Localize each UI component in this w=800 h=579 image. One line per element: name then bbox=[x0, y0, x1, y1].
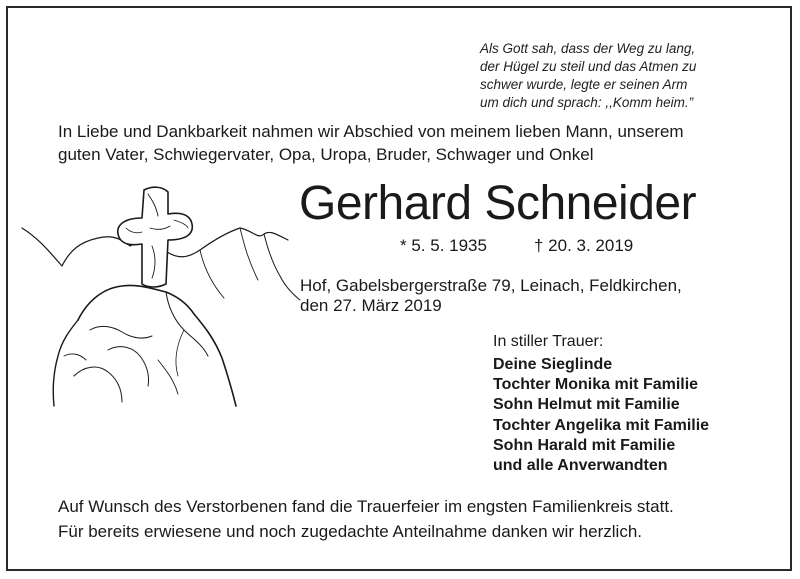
cross-on-mountain-illustration bbox=[18, 180, 308, 410]
mourner-name: Tochter Angelika mit Familie bbox=[493, 416, 710, 434]
mourner-name: Sohn Helmut mit Familie bbox=[493, 396, 680, 414]
mourner-name: Sohn Harald mit Familie bbox=[493, 436, 676, 454]
closing-line: Für bereits erwiesene und noch zugedachte Anteilnahme danken wir herzlich. bbox=[58, 522, 643, 541]
intro-text bbox=[58, 120, 758, 166]
rock bbox=[78, 285, 236, 406]
poem bbox=[480, 40, 742, 112]
poem-line: Als Gott sah, dass der Weg zu lang, bbox=[480, 41, 696, 56]
death-date: † 20. 3. 2019 bbox=[534, 236, 634, 255]
place-line: Hof, Gabelsbergerstraße 79, Leinach, Feldkirchen, bbox=[300, 276, 682, 295]
closing-line: Auf Wunsch des Verstorbenen fand die Trauerfeier im engsten Familienkreis statt. bbox=[58, 497, 674, 516]
date-line: den 27. März 2019 bbox=[300, 296, 442, 315]
cross bbox=[118, 187, 193, 287]
mourners-list bbox=[493, 355, 709, 476]
intro-line: In Liebe und Dankbarkeit nahmen wir Abschied von meinem lieben Mann, unserem bbox=[58, 122, 684, 141]
mourning-label: In stiller Trauer: bbox=[493, 333, 604, 350]
closing-text bbox=[58, 494, 758, 544]
place-and-date bbox=[300, 276, 760, 316]
mourner-name: Tochter Monika mit Familie bbox=[493, 376, 699, 394]
mourner-name: und alle Anverwandten bbox=[493, 457, 668, 475]
poem-line: der Hügel zu steil und das Atmen zu bbox=[480, 59, 697, 74]
life-dates bbox=[400, 235, 634, 257]
birth-date: * 5. 5. 1935 bbox=[400, 236, 487, 255]
mourner-name: Deine Sieglinde bbox=[493, 356, 613, 373]
intro-line: guten Vater, Schwiegervater, Opa, Uropa, Bruder, Schwager und Onkel bbox=[58, 145, 594, 164]
deceased-name: Gerhard Schneider bbox=[299, 177, 697, 230]
poem-line: um dich und sprach: ,,Komm heim.” bbox=[480, 95, 694, 110]
poem-line: schwer wurde, legte er seinen Arm bbox=[480, 77, 688, 92]
